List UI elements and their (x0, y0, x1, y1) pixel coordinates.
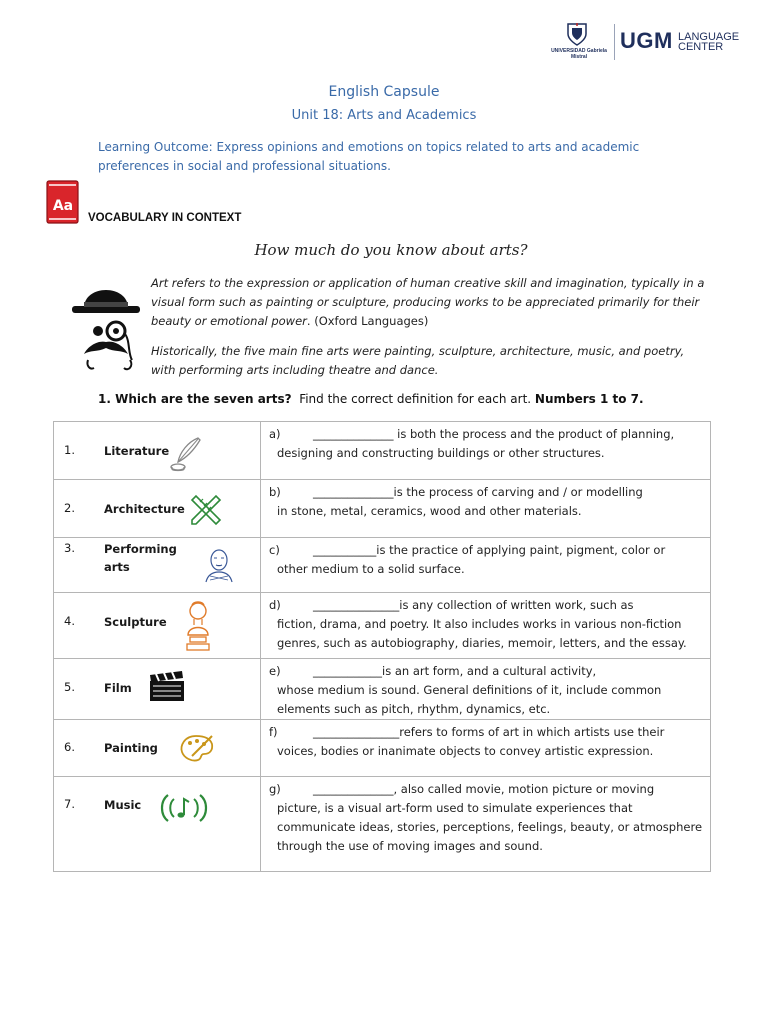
bust-statue-icon (180, 599, 216, 655)
logo-subtitle-line1: LANGUAGE (678, 31, 740, 43)
definition-continuation: whose medium is sound. General definitions of it, include common elements such as pitch, rhythm, dynamics, etc. (277, 683, 662, 716)
answer-blank[interactable]: _______________ (313, 598, 400, 612)
definition-text: is the practice of applying paint, pigment, color or (376, 543, 666, 557)
definition-continuation: in stone, metal, ceramics, wood and other materials. (277, 504, 582, 518)
answer-blank[interactable]: ____________ (313, 664, 382, 678)
art-definition-text: Art refers to the expression or application of human creative skill and imagination, typically in a visual form such as painting or sculpture, producing works to be appreciated primarily for their beauty or emotional power (151, 276, 705, 328)
definition-continuation: fiction, drama, and poetry. It also includes works in various non-fiction genres, such as autobiography, diaries, memoir, letters, and the essay. (277, 617, 687, 650)
art-number: 3. (64, 541, 75, 555)
answer-blank[interactable]: ______________ (313, 485, 394, 499)
definition-continuation: picture, is a visual art-form used to simulate experiences that communicate ideas, stories, perceptions, feelings, beauty, or atmosphere through the use of moving images and sound. (277, 801, 703, 853)
art-definition-paragraph (151, 274, 711, 331)
mime-face-icon (202, 546, 236, 584)
definition-cell (261, 422, 711, 480)
gentleman-hat-mustache-icon (68, 276, 144, 374)
art-cell (54, 422, 261, 480)
clapperboard-icon (148, 669, 186, 703)
table-row (54, 593, 711, 659)
art-name: Music (104, 798, 142, 812)
art-number: 5. (64, 680, 75, 694)
definition-cell (261, 659, 711, 720)
logo-divider (614, 24, 615, 60)
art-name: Sculpture (104, 615, 167, 629)
ugm-language-center-logo (548, 22, 748, 62)
book-icon-label: Aa (52, 198, 74, 214)
answer-blank[interactable]: ______________ (313, 427, 394, 441)
art-number: 7. (64, 797, 75, 811)
definition-continuation: voices, bodies or inanimate objects to convey artistic expression. (277, 744, 654, 758)
table-row (54, 480, 711, 538)
definition-cell (261, 593, 711, 659)
instruction-range: Numbers 1 to 7. (534, 392, 644, 406)
palette-icon (178, 732, 216, 766)
definition-text: is any collection of written work, such as (399, 598, 634, 612)
history-text: Historically, the five main fine arts were painting, sculpture, architecture, music, and poetry, with performing arts including theatre and dance. (151, 344, 685, 377)
art-cell (54, 480, 261, 538)
quill-icon (168, 434, 206, 472)
art-cell (54, 593, 261, 659)
definition-text: , also called movie, motion picture or moving (393, 782, 655, 796)
art-name: Painting (104, 741, 158, 755)
university-name: UNIVERSIDAD Gabriela Mistral (551, 48, 607, 60)
answer-blank[interactable]: ___________ (313, 543, 377, 557)
document-title: English Capsule (328, 84, 440, 100)
definition-text: is both the process and the product of planning, (393, 427, 675, 441)
question-title: How much do you know about arts? (254, 241, 528, 259)
table-row (54, 777, 711, 872)
music-note-icon (158, 789, 210, 827)
definition-letter: b) (269, 485, 281, 499)
instruction-text: Find the correct definition for each art. (291, 392, 535, 406)
arts-matching-table (53, 421, 711, 872)
art-number: 6. (64, 740, 75, 754)
definition-cell (261, 538, 711, 593)
definition-cell (261, 720, 711, 777)
definition-letter: a) (269, 427, 281, 441)
art-number: 4. (64, 614, 75, 628)
art-name: Literature (104, 444, 170, 458)
table-row (54, 720, 711, 777)
definition-continuation: other medium to a solid surface. (277, 562, 465, 576)
table-row (54, 538, 711, 593)
definition-letter: f) (269, 725, 278, 739)
instruction-question: 1. Which are the seven arts? (98, 392, 292, 406)
definition-cell (261, 480, 711, 538)
answer-blank[interactable]: ______________ (313, 782, 394, 796)
university-crest-icon (566, 22, 588, 46)
logo-subtitle-line2: CENTER (678, 41, 724, 53)
art-cell (54, 659, 261, 720)
definition-text: is the process of carving and / or modelling (393, 485, 643, 499)
history-paragraph (151, 342, 711, 380)
logo-brand: UGM (620, 28, 673, 53)
definition-source: . (Oxford Languages) (306, 314, 429, 328)
art-cell (54, 538, 261, 593)
table-row (54, 659, 711, 720)
definition-cell (261, 777, 711, 872)
ruler-pencil-icon (188, 492, 224, 528)
definition-continuation: designing and constructing buildings or other structures. (277, 446, 605, 460)
art-name: Film (104, 681, 132, 695)
definition-letter: g) (269, 782, 281, 796)
art-number: 2. (64, 501, 75, 515)
definition-letter: e) (269, 664, 281, 678)
art-name: Architecture (104, 502, 185, 516)
learning-outcome: Learning Outcome: Express opinions and emotions on topics related to arts and academic preferences in social and professional situations. (98, 140, 640, 173)
answer-blank[interactable]: _______________ (313, 725, 400, 739)
art-name: Performing arts (104, 542, 177, 574)
logo-subtitle (678, 32, 739, 52)
unit-title: Unit 18: Arts and Academics (291, 108, 477, 123)
art-cell (54, 720, 261, 777)
art-number: 1. (64, 443, 75, 457)
definition-text: is an art form, and a cultural activity, (382, 664, 597, 678)
section-heading: VOCABULARY IN CONTEXT (88, 212, 242, 224)
art-cell (54, 777, 261, 872)
definition-text: refers to forms of art in which artists use their (399, 725, 665, 739)
dictionary-book-icon (46, 180, 80, 224)
table-row (54, 422, 711, 480)
definition-letter: d) (269, 598, 281, 612)
exercise-instruction (98, 392, 644, 406)
definition-letter: c) (269, 543, 280, 557)
